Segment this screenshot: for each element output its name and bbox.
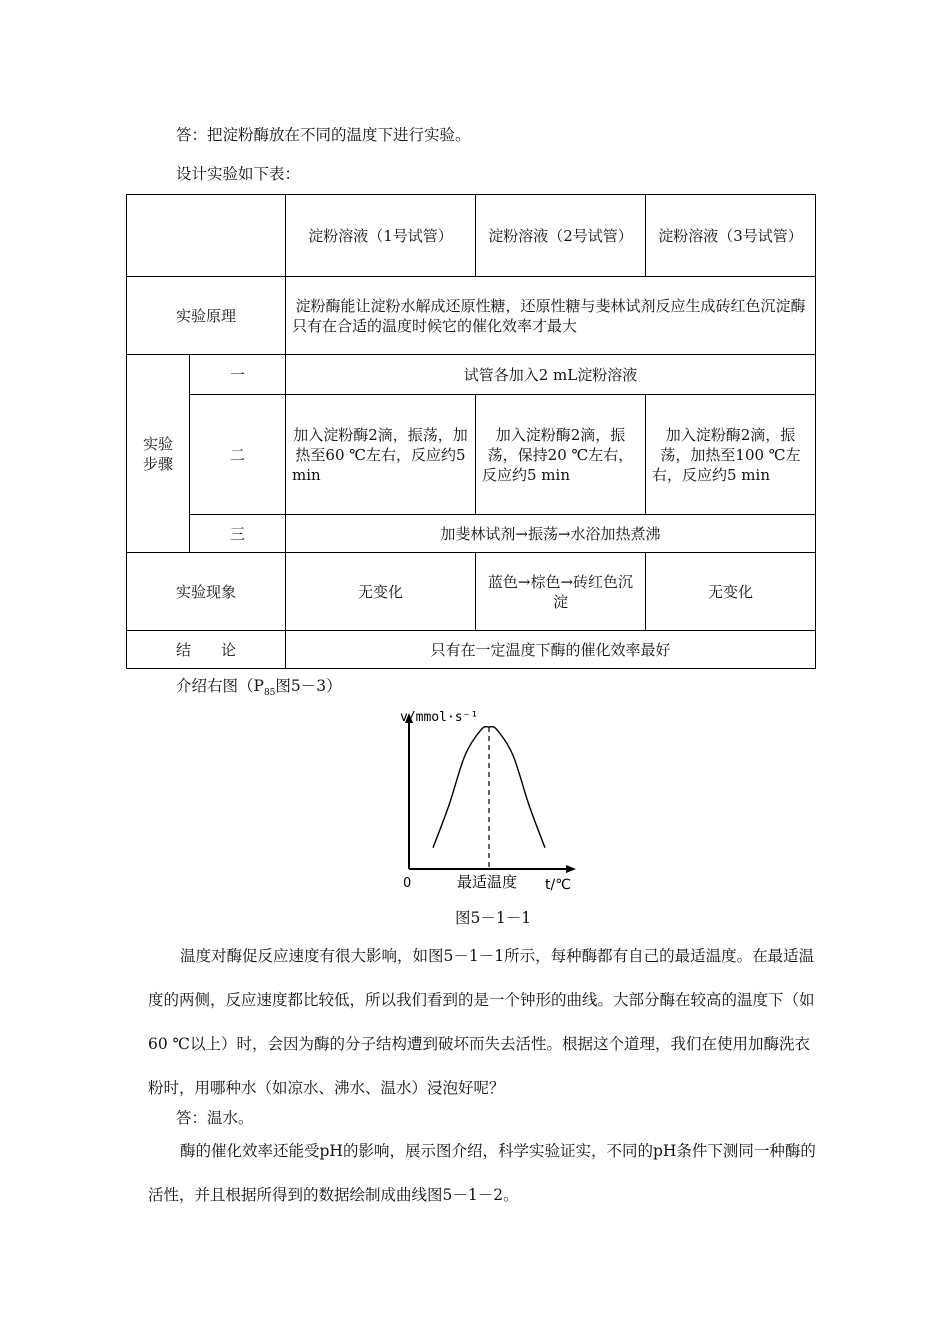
answer-line-2: 答：温水。 xyxy=(176,1109,254,1127)
phenomenon-row xyxy=(127,553,816,631)
step2-row xyxy=(127,395,816,515)
experiment-table xyxy=(126,194,816,669)
phenomenon-tube-1: 无变化 xyxy=(286,553,476,631)
figure-intro-suffix: 图5－3） xyxy=(275,677,342,695)
conclusion-label: 结 论 xyxy=(127,631,286,669)
body-paragraph-1: 温度对酶促反应速度有很大影响，如图5－1－1所示，每种酶都有自己的最适温度。在最适温度的两侧，反应速度都比较低，所以我们看到的是一个钟形的曲线。大部分酶在较高的温度下（如60 ℃以上）时，会因为酶的分子结构遭到破坏而失去活性。根据这个道理，我们在使用加酶洗衣粉时，用哪种水（如凉水、沸水、温水）浸泡好呢？ xyxy=(148,947,815,1097)
figure-intro-page: 85 xyxy=(263,688,276,699)
phenomenon-label: 实验现象 xyxy=(127,553,286,631)
table-header-row xyxy=(127,195,816,277)
y-axis-label: v/mmol·s⁻¹ xyxy=(400,710,479,725)
temperature-enzyme-chart xyxy=(395,705,595,895)
step3-label: 三 xyxy=(190,515,286,553)
peak-label: 最适温度 xyxy=(457,873,518,891)
origin-label: 0 xyxy=(403,876,412,891)
step3-row xyxy=(127,515,816,553)
figure-intro-line xyxy=(176,676,342,703)
header-empty-cell xyxy=(127,195,286,277)
design-line: 设计实验如下表： xyxy=(176,165,301,183)
principle-text: 淀粉酶能让淀粉水解成还原性糖，还原性糖与斐林试剂反应生成砖红色沉淀酶只有在合适的温度时候它的催化效率才最大 xyxy=(286,277,816,355)
conclusion-text: 只有在一定温度下酶的催化效率最好 xyxy=(286,631,816,669)
conclusion-row xyxy=(127,631,816,669)
figure-caption: 图5－1－1 xyxy=(455,909,532,927)
step2-cell-tube-2: 加入淀粉酶2滴，振荡，保持20 ℃左右，反应约5 min xyxy=(476,395,646,515)
answer-line-1: 答：把淀粉酶放在不同的温度下进行实验。 xyxy=(176,126,471,144)
steps-label: 实验步骤 xyxy=(127,355,190,553)
principle-label: 实验原理 xyxy=(127,277,286,355)
phenomenon-tube-3: 无变化 xyxy=(646,553,816,631)
header-tube-1: 淀粉溶液（1号试管） xyxy=(286,195,476,277)
step2-cell-tube-1: 加入淀粉酶2滴，振荡，加热至60 ℃左右，反应约5 min xyxy=(286,395,476,515)
step1-label: 一 xyxy=(190,355,286,395)
figure-intro-prefix: 介绍右图（P xyxy=(176,677,264,695)
x-axis-arrow xyxy=(566,865,576,873)
phenomenon-tube-2: 蓝色→棕色→砖红色沉淀 xyxy=(476,553,646,631)
header-tube-3: 淀粉溶液（3号试管） xyxy=(646,195,816,277)
x-axis-label: t/℃ xyxy=(545,877,571,893)
header-tube-2: 淀粉溶液（2号试管） xyxy=(476,195,646,277)
step3-text: 加斐林试剂→振荡→水浴加热煮沸 xyxy=(286,515,816,553)
step2-label: 二 xyxy=(190,395,286,515)
step1-text: 试管各加入2 mL淀粉溶液 xyxy=(286,355,816,395)
body-paragraph-2: 酶的催化效率还能受pH的影响，展示图介绍，科学实验证实，不同的pH条件下测同一种酶的活性，并且根据所得到的数据绘制成曲线图5－1－2。 xyxy=(148,1142,816,1204)
principle-row xyxy=(127,277,816,355)
step1-row xyxy=(127,355,816,395)
step2-cell-tube-3: 加入淀粉酶2滴，振荡，加热至100 ℃左右，反应约5 min xyxy=(646,395,816,515)
